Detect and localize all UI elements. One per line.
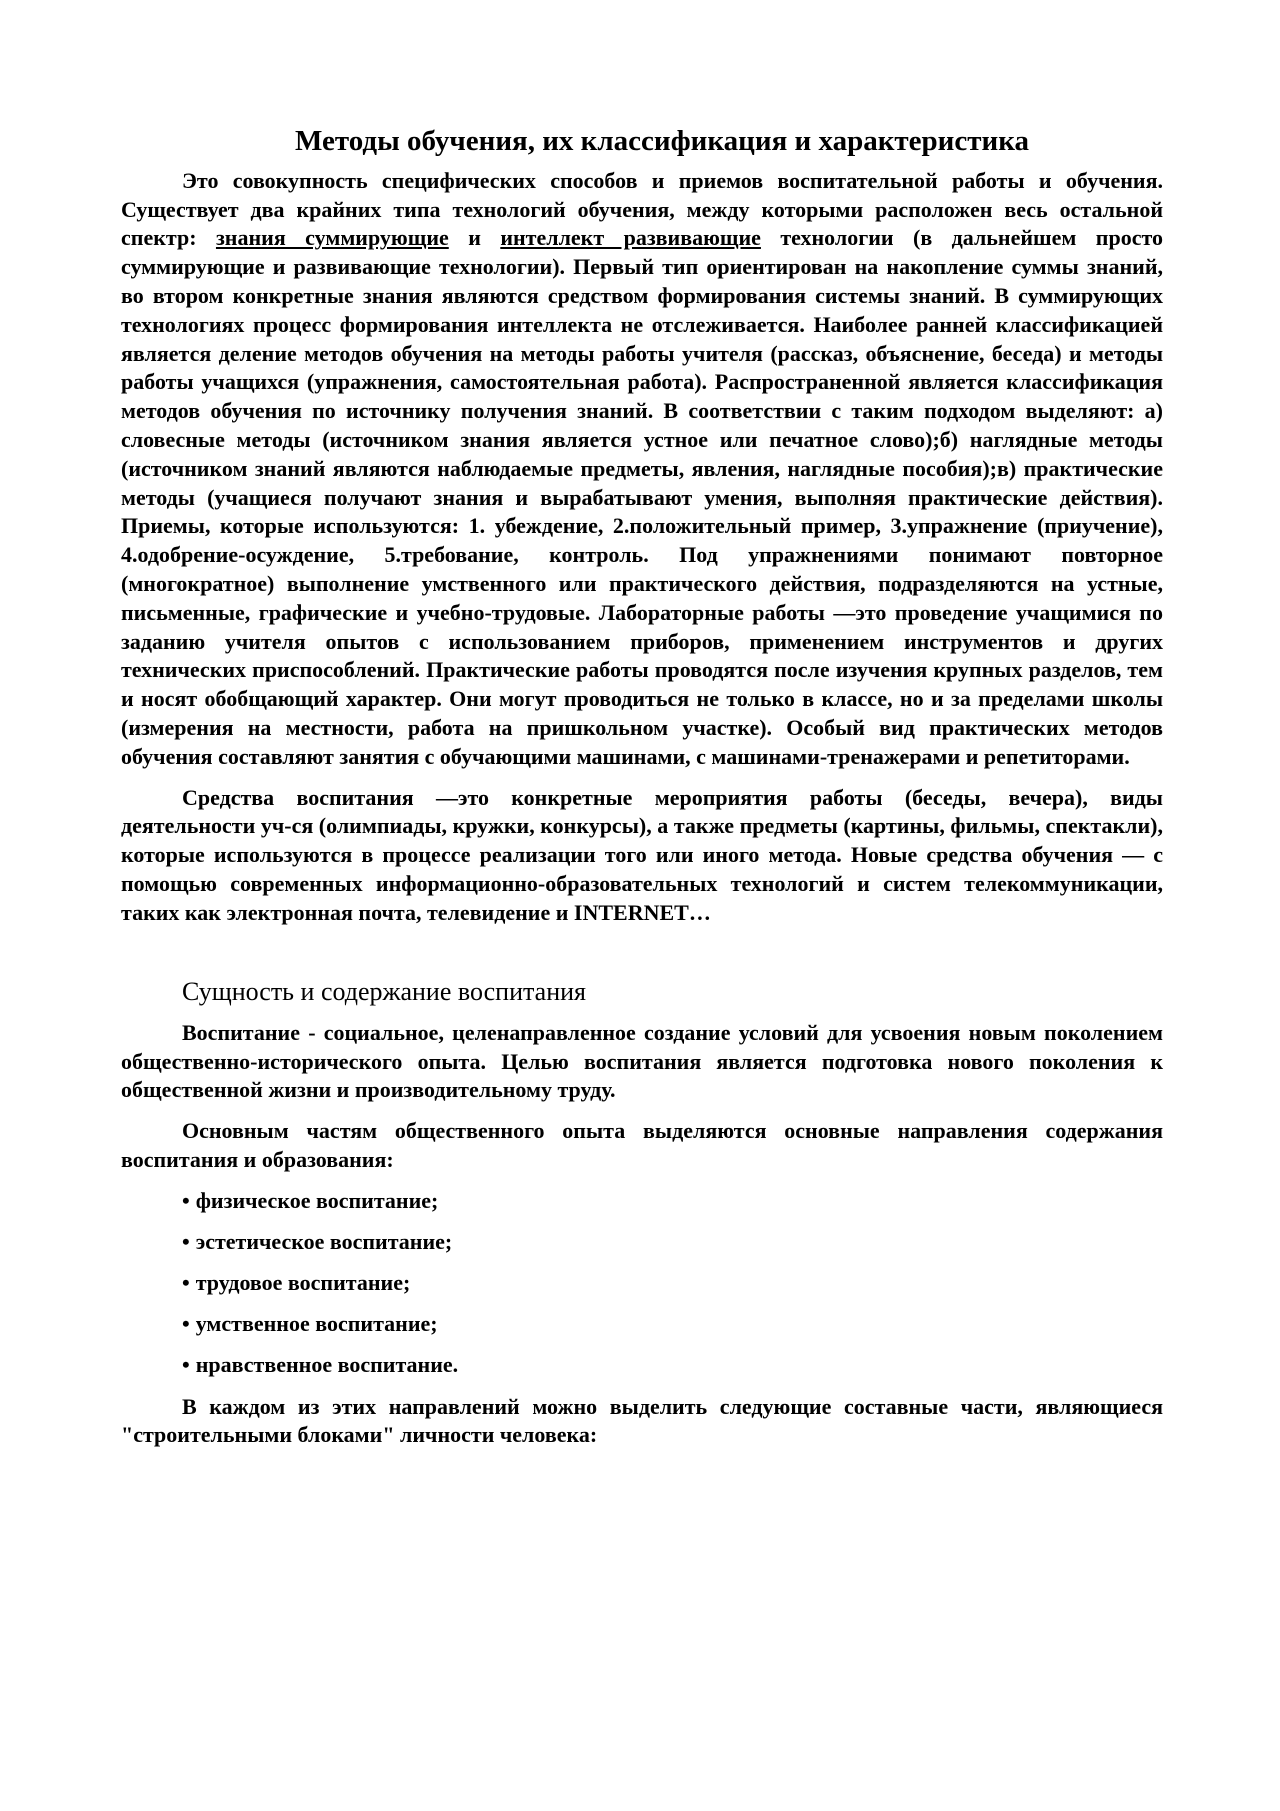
paragraph-directions-intro: Основным частям общественного опыта выделяются основные направления содержания воспитания и образования: [121,1118,1163,1172]
list-item-text: нравственное воспитание. [195,1351,459,1377]
bullet-list [121,1187,1163,1379]
paragraph-text: технологии (в дальнейшем просто суммирующие и развивающие технологии). Первый тип ориентирован на накопление суммы знаний, во втором конкретные знания являются средством формирования системы знаний. В суммирующих технологиях процесс формирования интеллекта не отслеживается. Наиболее ранней классификацией является деление методов обучения на методы работы учителя (рассказ, объяснение, беседа) и методы работы учащихся (упражнения, самостоятельная работа). Распространенной является классификация методов обучения по источнику получения знаний. В соответствии с таким подходом выделяют: а) словесные методы (источником знания является устное или печатное слово);б) наглядные методы (источником знаний являются наблюдаемые предметы, явления, наглядные пособия);в) практические методы (учащиеся получают знания и вырабатывают умения, выполняя практические действия). Приемы, которые используются: 1. убеждение, 2.положительный пример, 3.упражнение (приучение), 4.одобрение-осуждение, 5.требование, контроль. Под упражнениями понимают повторное (многократное) выполнение умственного или практического действия, подразделяются на устные, письменные, графические и учебно-трудовые. Лабораторные работы —это проведение учащимися по заданию учителя опытов с использованием приборов, применением инструментов и других технических приспособлений. Практические работы проводятся после изучения крупных разделов, тем и носят обобщающий характер. Они могут проводиться не только в классе, но и за пределами школы (измерения на местности, работа на пришкольном участке). Особый вид практических методов обучения составляют занятия с обучающими машинами, с машинами-тренажерами и репетиторами. [121,225,1163,769]
paragraph-teaching-methods [121,167,1163,772]
list-item [182,1228,1163,1256]
paragraph-upbringing-definition: Воспитание - социальное, целенаправленное создание условий для усвоения новым поколением общественно-исторического опыта. Целью воспитания является подготовка нового поколения к общественной жизни и производительному труду. [121,1019,1163,1103]
bullet-icon: • [182,1187,190,1213]
bullet-icon: • [182,1228,190,1254]
bullet-icon: • [182,1269,190,1295]
bullet-icon: • [182,1310,190,1336]
paragraph-building-blocks: В каждом из этих направлений можно выделить следующие составные части, являющиеся "строительными блоками" личности человека: [121,1393,1163,1448]
link-knowledge-summing[interactable]: знания суммирующие [215,225,449,251]
document-title: Методы обучения, их классификация и характеристика [295,125,1029,157]
paragraph-means-of-education: Средства воспитания —это конкретные мероприятия работы (беседы, вечера), виды деятельности уч-ся (олимпиады, кружки, конкурсы), а также предметы (картины, фильмы, спектакли), которые используются в процессе реализации того или иного метода. Новые средства обучения — с помощью современных информационно-образовательных технологий и систем телекоммуникации, таких как электронная почта, телевидение и INTERNET… [121,784,1163,925]
bullet-icon: • [182,1351,190,1377]
link-intellect-developing[interactable]: интеллект развивающие [500,225,761,251]
document-page [121,110,1163,1462]
list-item-text: эстетическое воспитание; [195,1228,453,1254]
list-item-text: умственное воспитание; [195,1310,438,1336]
list-item-text: трудовое воспитание; [195,1269,411,1295]
section-heading: Сущность и содержание воспитания [182,976,587,1006]
list-item-text: физическое воспитание; [195,1187,439,1213]
list-item [182,1269,1163,1297]
list-item [182,1310,1163,1338]
list-item [182,1187,1163,1215]
paragraph-text: Это совокупность специфических способов и приемов воспитательной работы и обучения. Существует два крайних типа технологий обучения, между которыми расположен весь остальной спектр: [121,167,1163,251]
list-item [182,1351,1163,1379]
paragraph-text: и [448,225,501,251]
